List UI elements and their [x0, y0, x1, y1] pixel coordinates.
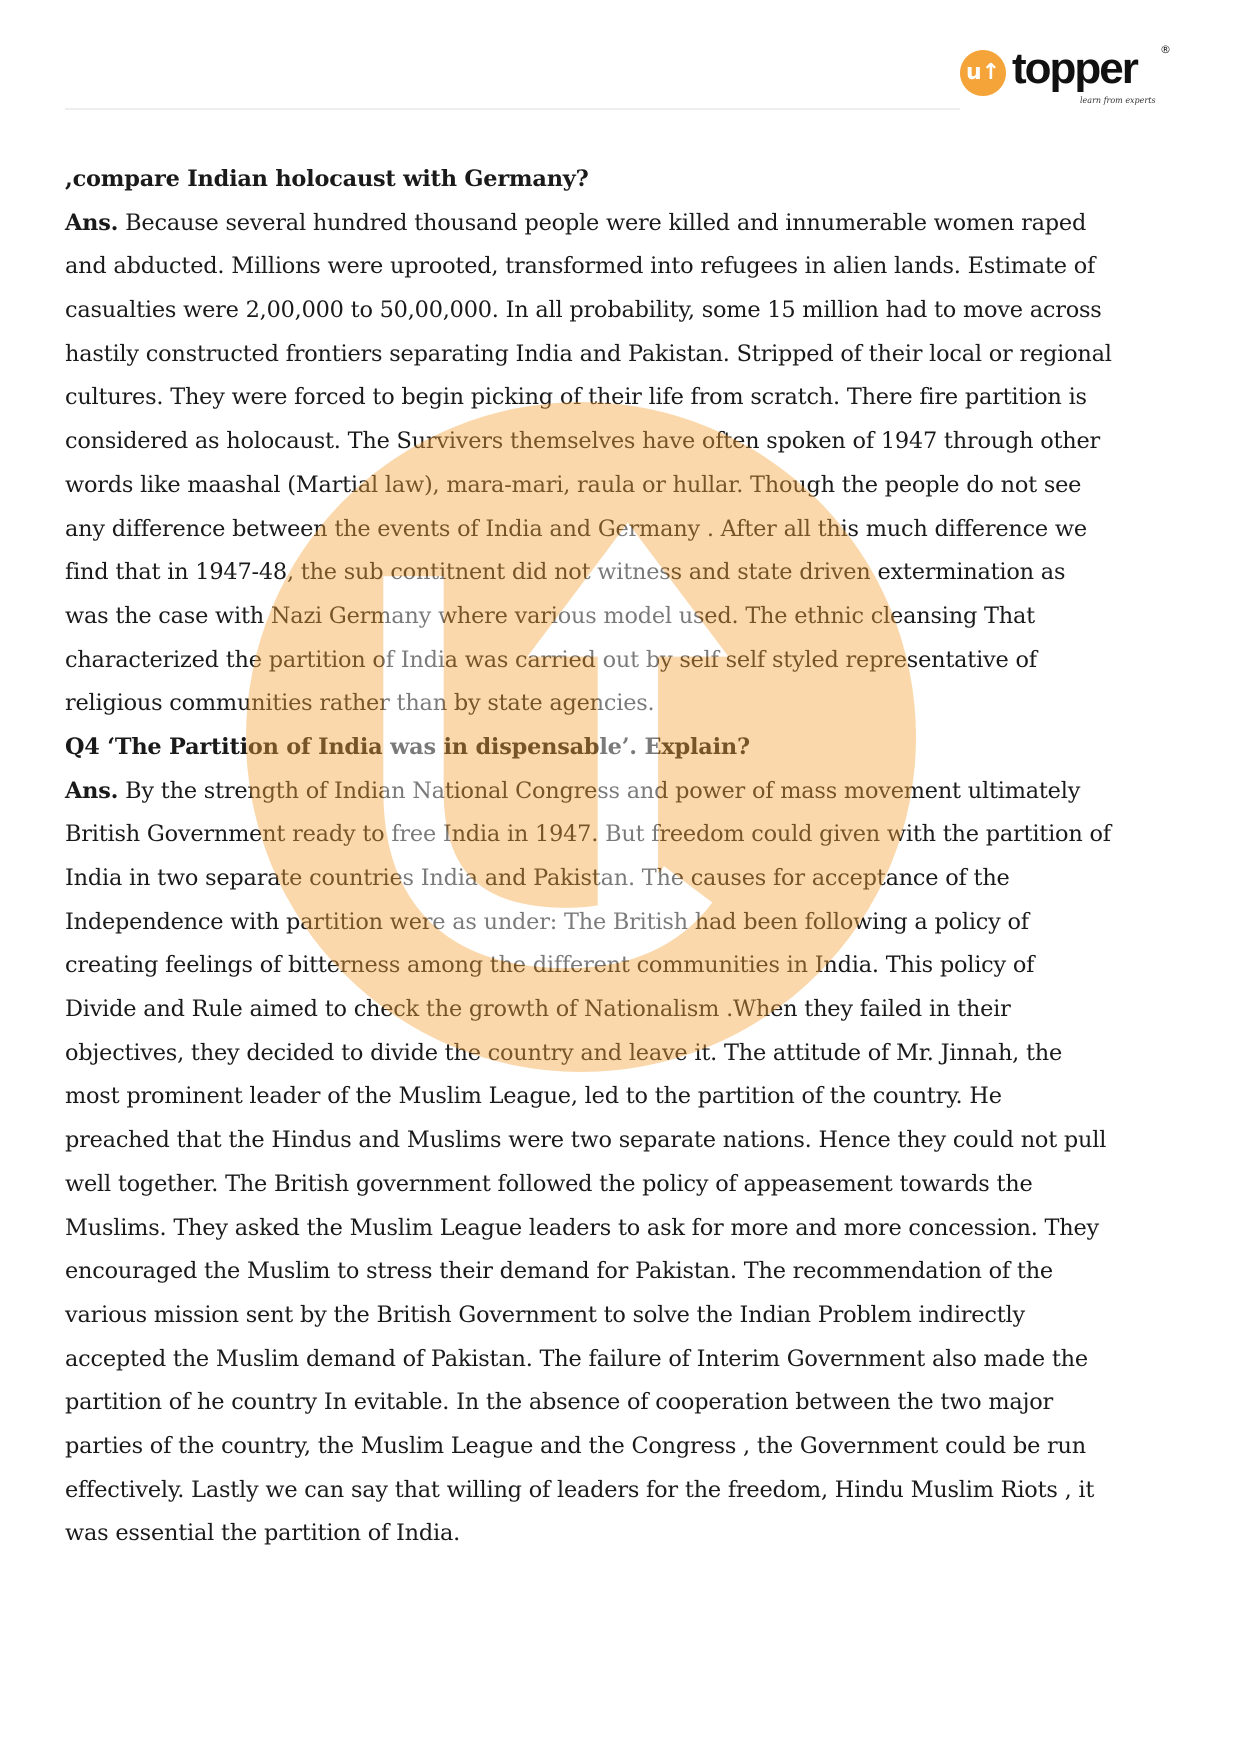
line-text: was the case with Nazi Germany where various model used. The ethnic cleansing That	[65, 602, 1035, 629]
line-text: religious communities rather than by state agencies.	[65, 690, 655, 717]
text-line	[65, 1294, 1185, 1338]
line-text: casualties were 2,00,000 to 50,00,000. In all probability, some 15 million had to move across	[65, 297, 1102, 324]
line-text: Independence with partition were as under: The British had been following a policy of	[65, 908, 1029, 935]
line-text: various mission sent by the British Government to solve the Indian Problem indirectly	[65, 1301, 1025, 1328]
line-text: British Government ready to free India in 1947. But freedom could given with the partition of	[65, 821, 1111, 848]
line-text: accepted the Muslim demand of Pakistan. The failure of Interim Government also made the	[65, 1345, 1088, 1372]
question-2	[65, 726, 1185, 770]
registered-mark: ®	[1160, 43, 1171, 56]
text-line	[65, 1381, 1185, 1425]
line-text: cultures. They were forced to begin picking of their life from scratch. There fire partition is	[65, 384, 1087, 411]
text-line	[65, 770, 1185, 814]
text-line	[65, 1119, 1185, 1163]
line-text: objectives, they decided to divide the country and leave it. The attitude of Mr. Jinnah, the	[65, 1039, 1063, 1066]
line-text: Divide and Rule aimed to check the growth of Nationalism .When they failed in their	[65, 996, 1011, 1023]
text-line	[65, 1032, 1185, 1076]
question-1-text: ,compare Indian holocaust with Germany?	[65, 166, 589, 192]
line-text: Because several hundred thousand people were killed and innumerable women raped	[118, 209, 1087, 236]
document-body	[65, 158, 1185, 1556]
text-line	[65, 901, 1185, 945]
text-line	[65, 1250, 1185, 1294]
text-line	[65, 1469, 1185, 1513]
text-line	[65, 1207, 1185, 1251]
line-text: encouraged the Muslim to stress their demand for Pakistan. The recommendation of the	[65, 1258, 1053, 1285]
line-text: Muslims. They asked the Muslim League leaders to ask for more and more concession. They	[65, 1214, 1099, 1241]
text-line	[65, 464, 1185, 508]
text-line	[65, 988, 1185, 1032]
question-2-text: Q4 ‘The Partition of India was in dispensable’. Explain?	[65, 733, 750, 760]
line-text: find that in 1947-48, the sub contitnent did not witness and state driven extermination as	[65, 559, 1066, 586]
answer-label: Ans.	[65, 777, 119, 804]
header-divider	[65, 108, 960, 110]
text-line	[65, 1163, 1185, 1207]
line-text: and abducted. Millions were uprooted, transformed into refugees in alien lands. Estimate of	[65, 253, 1096, 280]
text-line	[65, 944, 1185, 988]
text-line	[65, 420, 1185, 464]
question-1	[65, 158, 1185, 202]
line-text: parties of the country, the Muslim League and the Congress , the Government could be run	[65, 1432, 1086, 1459]
answer-2	[65, 770, 1185, 1556]
answer-1	[65, 202, 1185, 726]
line-text: words like maashal (Martial law), mara-mari, raula or hullar. Though the people do not see	[65, 471, 1082, 498]
line-text: characterized the partition of India was carried out by self self styled representative of	[65, 646, 1037, 673]
text-line	[65, 1512, 1185, 1556]
line-text: creating feelings of bitterness among the different communities in India. This policy of	[65, 952, 1035, 979]
text-line	[65, 376, 1185, 420]
answer-label: Ans.	[65, 209, 119, 236]
line-text: considered as holocaust. The Survivers themselves have often spoken of 1947 through other	[65, 428, 1101, 455]
text-line	[65, 857, 1185, 901]
line-text: any difference between the events of India and Germany . After all this much difference we	[65, 515, 1087, 542]
line-text: most prominent leader of the Muslim League, led to the partition of the country. He	[65, 1083, 1002, 1110]
line-text: preached that the Hindus and Muslims were two separate nations. Hence they could not pull	[65, 1127, 1107, 1154]
line-text: effectively. Lastly we can say that willing of leaders for the freedom, Hindu Muslim Riots , it	[65, 1476, 1095, 1503]
line-text: India in two separate countries India and Pakistan. The causes for acceptance of the	[65, 865, 1010, 891]
text-line	[65, 1338, 1185, 1382]
text-line	[65, 1075, 1185, 1119]
line-text: By the strength of Indian National Congress and power of mass movement ultimately	[118, 777, 1081, 804]
text-line	[65, 333, 1185, 377]
text-line	[65, 245, 1185, 289]
text-line	[65, 813, 1185, 857]
text-line	[65, 289, 1185, 333]
line-text: well together. The British government followed the policy of appeasement towards the	[65, 1170, 1033, 1197]
text-line	[65, 595, 1185, 639]
line-text: hastily constructed frontiers separating India and Pakistan. Stripped of their local or regional	[65, 340, 1112, 367]
logo-wordmark: topper	[1012, 44, 1137, 93]
logo-tagline: learn from experts	[1080, 96, 1156, 105]
line-text: was essential the partition of India.	[65, 1520, 461, 1547]
topper-logo	[960, 44, 1200, 114]
text-line	[65, 508, 1185, 552]
text-line	[65, 202, 1185, 246]
text-line	[65, 1425, 1185, 1469]
text-line	[65, 551, 1185, 595]
text-line	[65, 682, 1185, 726]
line-text: partition of he country In evitable. In the absence of cooperation between the two major	[65, 1389, 1054, 1416]
text-line	[65, 639, 1185, 683]
logo-mark-icon: u↑	[960, 50, 1006, 96]
